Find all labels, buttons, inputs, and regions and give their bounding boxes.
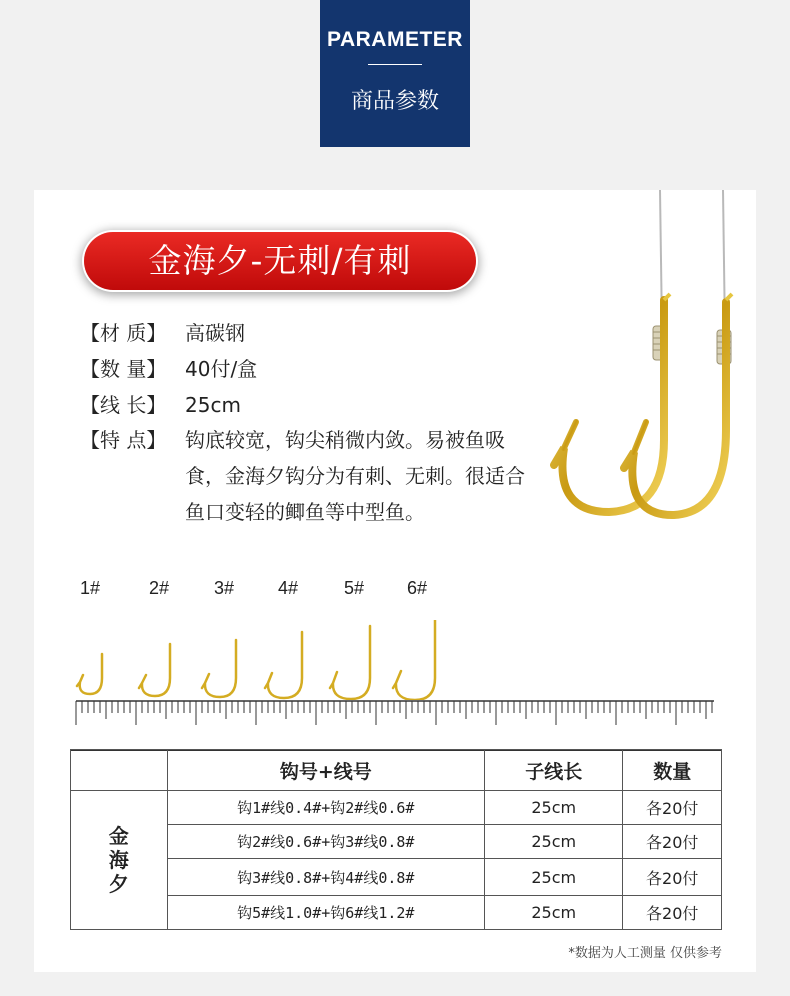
footnote: *数据为人工测量 仅供参考 bbox=[568, 946, 722, 961]
table-cell-combo: 钩3#线0.8#+钩4#线0.8# bbox=[167, 859, 484, 896]
table-header-combo: 钩号+线号 bbox=[167, 750, 484, 791]
hook-3 bbox=[202, 640, 236, 697]
hook-6 bbox=[393, 620, 435, 700]
table-cell-length: 25cm bbox=[485, 825, 623, 859]
spec-features bbox=[80, 426, 525, 524]
table-cell-quantity: 各20付 bbox=[623, 825, 722, 859]
table-cell-quantity: 各20付 bbox=[623, 859, 722, 896]
table-cell-quantity: 各20付 bbox=[623, 791, 722, 825]
spec-line-length bbox=[80, 391, 241, 419]
table-row bbox=[71, 825, 722, 859]
spec-value: 钩底较宽，钩尖稍微内敛。易被鱼吸食，金海夕钩分为有刺、无刺。很适合鱼口变轻的鲫鱼等中型鱼。 bbox=[185, 428, 525, 524]
spec-value: 40付/盒 bbox=[185, 357, 258, 381]
hook-2 bbox=[139, 644, 170, 696]
size-label: 4# bbox=[278, 578, 299, 598]
table-header-length: 子线长 bbox=[485, 750, 623, 791]
table-header-row bbox=[71, 750, 722, 791]
table-brand-header bbox=[71, 750, 168, 791]
header-title-cn: 商品参数 bbox=[350, 89, 439, 114]
size-label: 3# bbox=[214, 578, 235, 598]
table-header-quantity: 数量 bbox=[623, 750, 722, 791]
spec-quantity bbox=[80, 355, 258, 383]
size-label: 2# bbox=[149, 578, 170, 598]
size-label: 1# bbox=[80, 578, 101, 598]
header-title-en: PARAMETER bbox=[327, 28, 463, 51]
table-cell-quantity: 各20付 bbox=[623, 896, 722, 930]
hook-size-samples bbox=[74, 620, 454, 700]
spec-value: 高碳钢 bbox=[185, 321, 245, 345]
table-row bbox=[71, 859, 722, 896]
spec-material bbox=[80, 319, 245, 347]
spec-table bbox=[70, 749, 722, 930]
header-divider bbox=[368, 64, 422, 65]
hook-5 bbox=[330, 626, 370, 699]
table-cell-length: 25cm bbox=[485, 896, 623, 930]
table-row bbox=[71, 791, 722, 825]
spec-label: 【特 点】 bbox=[80, 428, 167, 452]
spec-value: 25cm bbox=[185, 393, 241, 417]
product-card bbox=[34, 190, 756, 972]
size-label: 5# bbox=[344, 578, 365, 598]
header-banner bbox=[320, 0, 470, 147]
spec-label: 【材 质】 bbox=[80, 321, 167, 345]
fishing-hooks-illustration bbox=[524, 190, 756, 530]
ruler bbox=[74, 700, 716, 728]
table-cell-combo: 钩2#线0.6#+钩3#线0.8# bbox=[167, 825, 484, 859]
table-cell-length: 25cm bbox=[485, 791, 623, 825]
hook-4 bbox=[265, 632, 302, 698]
size-label: 6# bbox=[407, 578, 428, 598]
table-row bbox=[71, 896, 722, 930]
brand-name: 金海夕 bbox=[108, 824, 129, 896]
table-cell-combo: 钩5#线1.0#+钩6#线1.2# bbox=[167, 896, 484, 930]
hook-1 bbox=[77, 654, 102, 694]
table-brand-cell bbox=[71, 791, 168, 930]
table-cell-length: 25cm bbox=[485, 859, 623, 896]
spec-label: 【线 长】 bbox=[80, 393, 167, 417]
table-cell-combo: 钩1#线0.4#+钩2#线0.6# bbox=[167, 791, 484, 825]
spec-label: 【数 量】 bbox=[80, 357, 167, 381]
product-title: 金海夕-无刺/有刺 bbox=[84, 232, 476, 290]
